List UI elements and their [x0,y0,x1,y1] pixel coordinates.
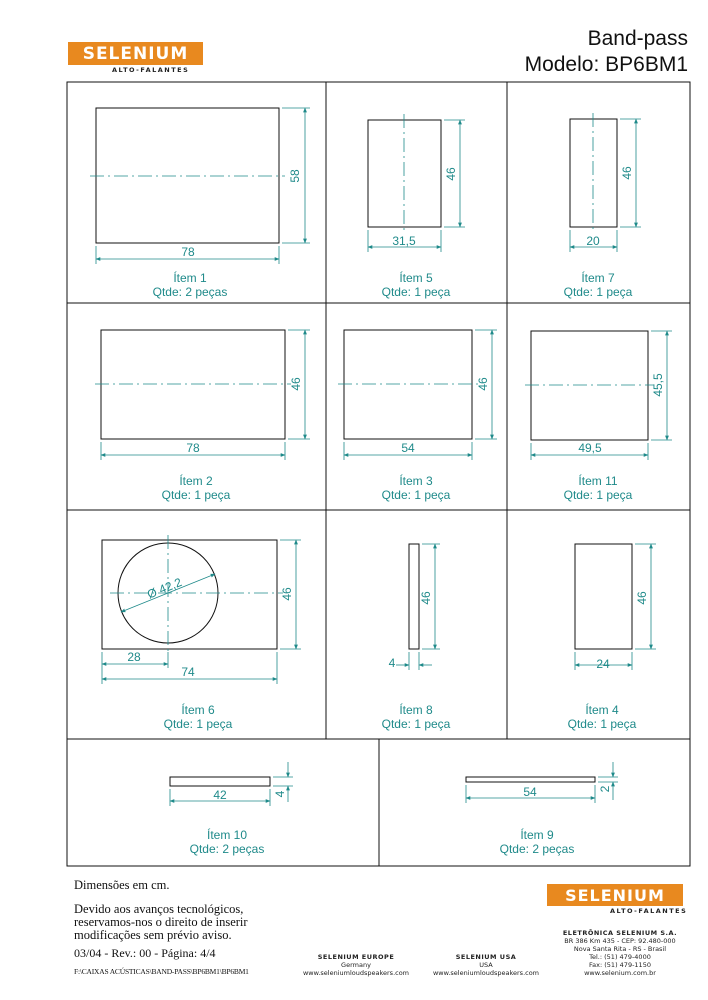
units-note: Dimensões em cm. [74,878,170,892]
disclaimer-line: Devido aos avanços tecnológicos, [74,902,244,916]
item-name: Ítem 1 [173,271,207,285]
item-quantity: Qtde: 1 peça [563,488,633,502]
item-caption [147,828,307,856]
dim-width: 78 [186,441,200,455]
dim-height: 46 [289,377,303,391]
dim-width: 49,5 [578,441,602,455]
item-caption [116,474,276,502]
item-quantity: Qtde: 2 peças [152,285,228,299]
item-name: Ítem 9 [520,828,554,842]
footer-brand-logo-subtitle: ALTO-FALANTES [610,907,688,915]
panel-item-7 [570,119,617,227]
dim-height: 4 [273,790,287,798]
item-quantity: Qtde: 1 peça [381,488,451,502]
model-title: Modelo: BP6BM1 [524,53,688,76]
dim-height: 46 [419,591,433,605]
dim-height: 2 [598,785,612,793]
item-quantity: Qtde: 1 peça [161,488,231,502]
revision-info: 03/04 - Rev.: 00 - Página: 4/4 [74,946,216,960]
item-name: Ítem 6 [181,703,215,717]
item-name: Ítem 3 [399,474,433,488]
panel-item-1 [96,108,279,243]
office-title: SELENIUM EUROPE [317,953,395,961]
item-quantity: Qtde: 1 peça [567,717,637,731]
dim-width: 54 [401,441,415,455]
item-name: Ítem 2 [179,474,213,488]
item-name: Ítem 7 [581,271,615,285]
panel-item-4 [575,544,632,649]
panel-item-3 [344,330,472,439]
footer-brand-logo-word: SELENIUM [565,886,665,905]
item-name: Ítem 4 [585,703,619,717]
panel-item-8 [409,544,419,649]
dim-width: 4 [388,656,396,670]
item-caption [522,703,682,731]
dim-height: 58 [288,169,302,183]
item-caption [457,828,617,856]
brand-logo-subtitle: ALTO-FALANTES [112,66,190,74]
address-line: Nova Santa Rita - RS - Brasil [573,945,667,953]
office-country: Germany [341,961,371,969]
disclaimer-line: modificações sem prévio aviso. [74,928,232,942]
brand-logo-word: SELENIUM [82,44,189,64]
dim-height: 46 [476,377,490,391]
item-caption [518,474,678,502]
office-country: USA [479,961,493,969]
dim-width: 20 [586,234,600,248]
company-name: ELETRÔNICA SELENIUM S.A. [562,929,678,937]
phone: Tel.: (51) 479-4000 [589,953,651,961]
company-website[interactable]: www.selenium.com.br [584,969,656,977]
item-caption [336,703,496,731]
panel-item-11 [531,331,648,440]
office-usa [416,953,556,977]
dim-height: 46 [280,587,294,601]
item-name: Ítem 5 [399,271,433,285]
office-website[interactable]: www.seleniumloudspeakers.com [432,969,540,977]
panel-item-5 [368,120,441,227]
item-quantity: Qtde: 2 peças [189,842,265,856]
dim-width: 42 [213,788,227,802]
item-quantity: Qtde: 1 peça [163,717,233,731]
item-caption [336,474,496,502]
dim-width: 78 [181,245,195,259]
office-europe [286,953,426,977]
footer-brand-logo [547,884,683,906]
dim-width: 24 [596,657,610,671]
item-name: Ítem 8 [399,703,433,717]
dim-height: 46 [635,591,649,605]
address-line: BR 386 Km 435 - CEP: 92.480-000 [564,937,676,945]
dim-height: 45,5 [651,373,665,397]
dim-height: 46 [444,167,458,181]
item-caption [518,271,678,299]
panel-item-2 [101,330,285,439]
disclaimer-line: reservamos-nos o direito de inserir [74,915,248,929]
dim-width: 31,5 [392,234,416,248]
item-name: Ítem 11 [578,474,618,488]
item-caption [118,703,278,731]
item-quantity: Qtde: 2 peças [499,842,575,856]
document-title: Band-pass [587,27,688,50]
fax: Fax: (51) 479-1150 [589,961,651,969]
office-website[interactable]: www.seleniumloudspeakers.com [302,969,410,977]
panel-item-6 [102,540,277,649]
file-path: F:\CAIXAS ACÚSTICAS\BAND-PASS\BP6BM1\BP6BM1 [74,967,249,976]
panel-item-10 [170,777,270,786]
item-quantity: Qtde: 1 peça [381,717,451,731]
dim-offset: 28 [127,650,141,664]
item-name: Ítem 10 [206,828,248,842]
item-quantity: Qtde: 1 peça [381,285,451,299]
dim-width: 54 [523,785,537,799]
item-caption [110,271,270,299]
dim-hole-diameter: Ø 42,2 [145,575,184,602]
dim-width: 74 [181,665,195,679]
dim-height: 46 [620,166,634,180]
panel-item-9 [466,777,595,782]
office-title: SELENIUM USA [455,953,517,961]
company-address [540,929,700,977]
item-quantity: Qtde: 1 peça [563,285,633,299]
item-caption [336,271,496,299]
